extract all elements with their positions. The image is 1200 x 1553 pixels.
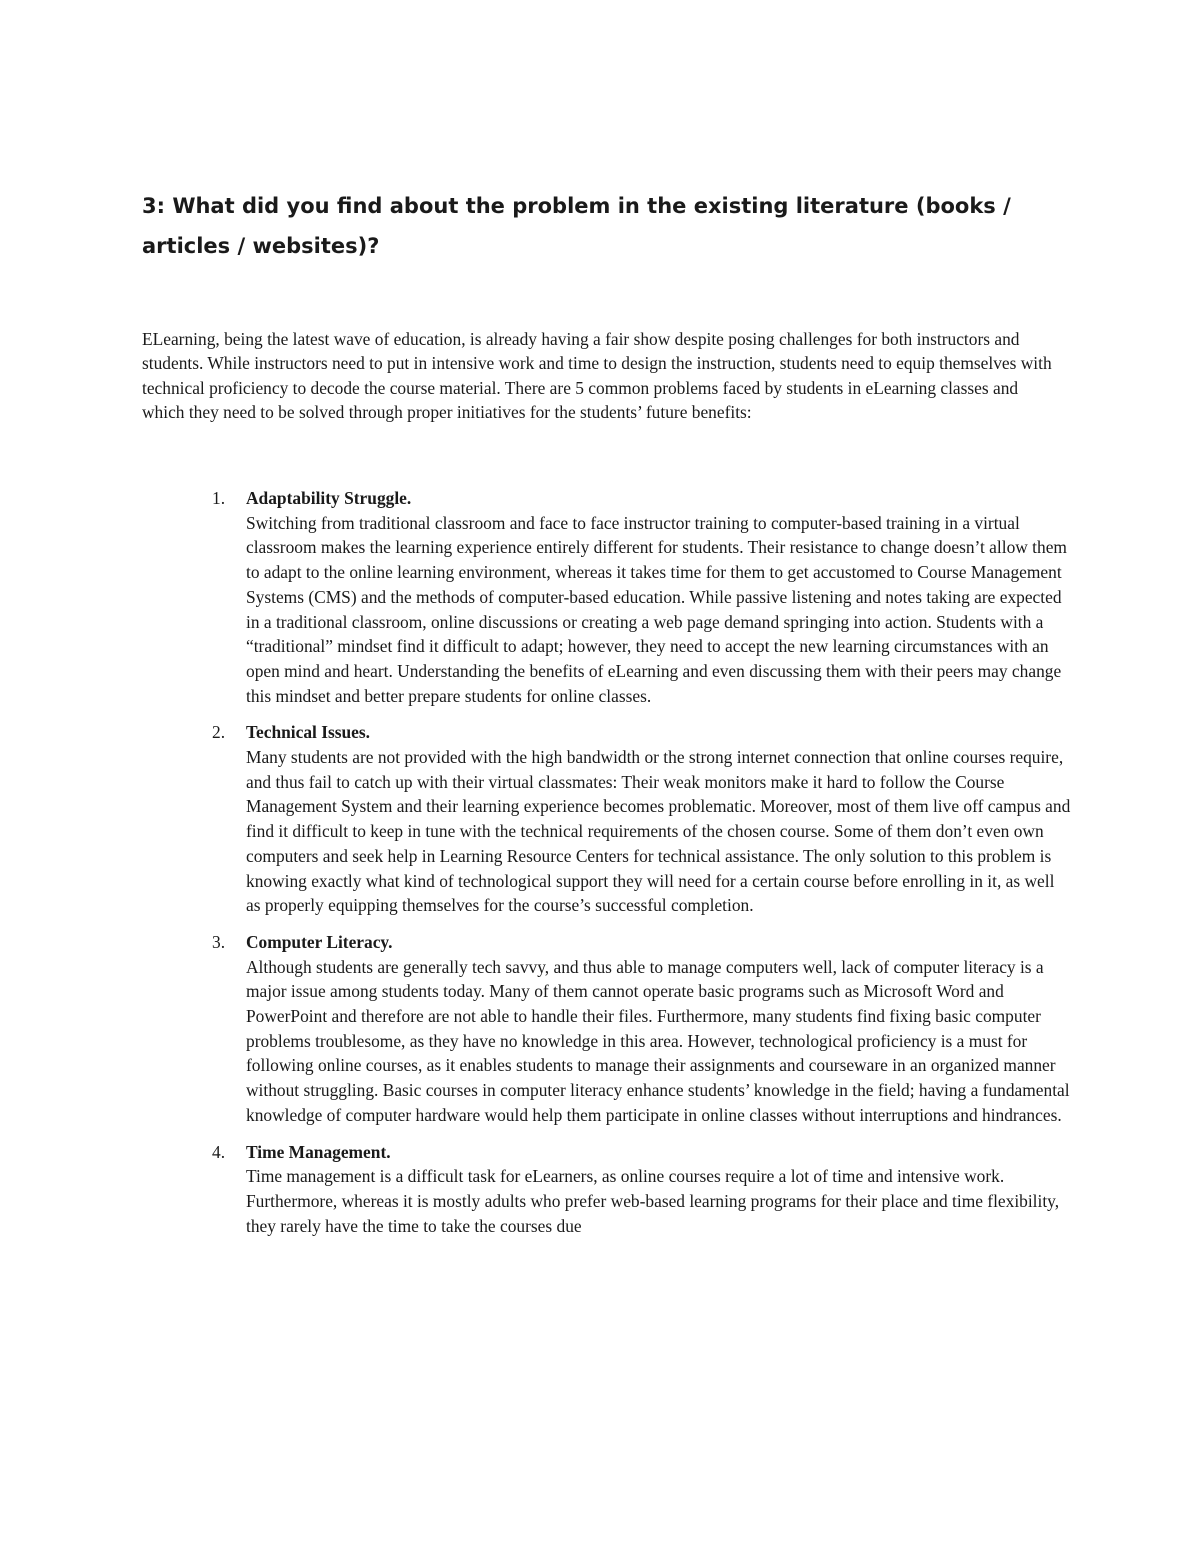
list-item-number: 2. bbox=[212, 722, 226, 743]
list-item-text: Switching from traditional classroom and face to face instructor training to computer-based training in a virtual classroom makes the learning experience entirely different for students. Their resistance to change doesn’t allow them to adapt to the online learning environment, whereas it takes time for them to get accustomed to Course Management Systems (CMS) and the methods of computer-based education. While passive listening and notes taking are expected in a traditional classroom, online discussions or creating a web page demand springing into action. Students with a “traditional” mindset find it difficult to adapt; however, they need to accept the new learning circumstances with an open mind and heart. Understanding the benefits of eLearning and even discussing them with their peers may change this mindset and better prepare students for online classes. bbox=[246, 512, 1067, 706]
list-item-title: Technical Issues. bbox=[246, 722, 371, 743]
list-item-title: Computer Literacy. bbox=[246, 931, 393, 952]
list-item-text: Many students are not provided with the high bandwidth or the strong internet connection that online courses require, and thus fail to catch up with their virtual classmates: Their weak monitors make it hard to follow the Course Management System and their learning experience becomes problematic. Moreover, most of them live off campus and find it difficult to keep in tune with the technical requirements of the chosen course. Some of them don’t even own computers and seek help in Learning Resource Centers for technical assistance. The only solution to this problem is knowing exactly what kind of technological support they will need for a certain course before enrolling in it, as well as properly equipping themselves for the course’s successful completion. bbox=[246, 747, 1071, 916]
list-item-title: Adaptability Struggle. bbox=[246, 488, 412, 508]
list-item-text: Although students are generally tech savvy, and thus able to manage computers well, lack of computer literacy is a major issue among students today. Many of them cannot operate basic programs such as Microsoft Word and PowerPoint and therefore are not able to handle their files. Furthermore, many students find fixing basic computer problems troublesome, as they have no knowledge in this area. However, technological proficiency is a must for following online courses, as it enables students to manage their assignments and courseware in an organized manner without struggling. Basic courses in computer literacy enhance students’ knowledge in the field; having a fundamental knowledge of computer hardware would help them participate in online classes without interruptions and hindrances. bbox=[246, 956, 1070, 1125]
list-item-title: Time Management. bbox=[246, 1141, 391, 1162]
list-item bbox=[212, 720, 1072, 918]
problem-list bbox=[212, 486, 1072, 1250]
list-item-number: 3. bbox=[212, 931, 226, 952]
list-item-text: Time management is a difficult task for eLearners, as online courses require a lot of time and intensive work. Furthermore, whereas it is mostly adults who prefer web-based learning programs for their place and time flexibility, they rarely have the time to take the courses due bbox=[246, 1166, 1060, 1236]
section-heading: 3: What did you find about the problem in the existing literature (books / articles / websites)? bbox=[142, 194, 1011, 258]
list-item-number: 1. bbox=[212, 488, 226, 508]
list-item bbox=[212, 930, 1072, 1128]
list-item-number: 4. bbox=[212, 1141, 226, 1162]
list-item bbox=[212, 486, 1072, 708]
intro-paragraph: ELearning, being the latest wave of education, is already having a fair show despite posing challenges for both instructors and students. While instructors need to put in intensive work and time to design the instruction, students need to equip themselves with technical proficiency to decode the course material. There are 5 common problems faced by students in eLearning classes and which they need to be solved through proper initiatives for the students’ future benefits: bbox=[142, 329, 1052, 423]
list-item bbox=[212, 1140, 1072, 1239]
